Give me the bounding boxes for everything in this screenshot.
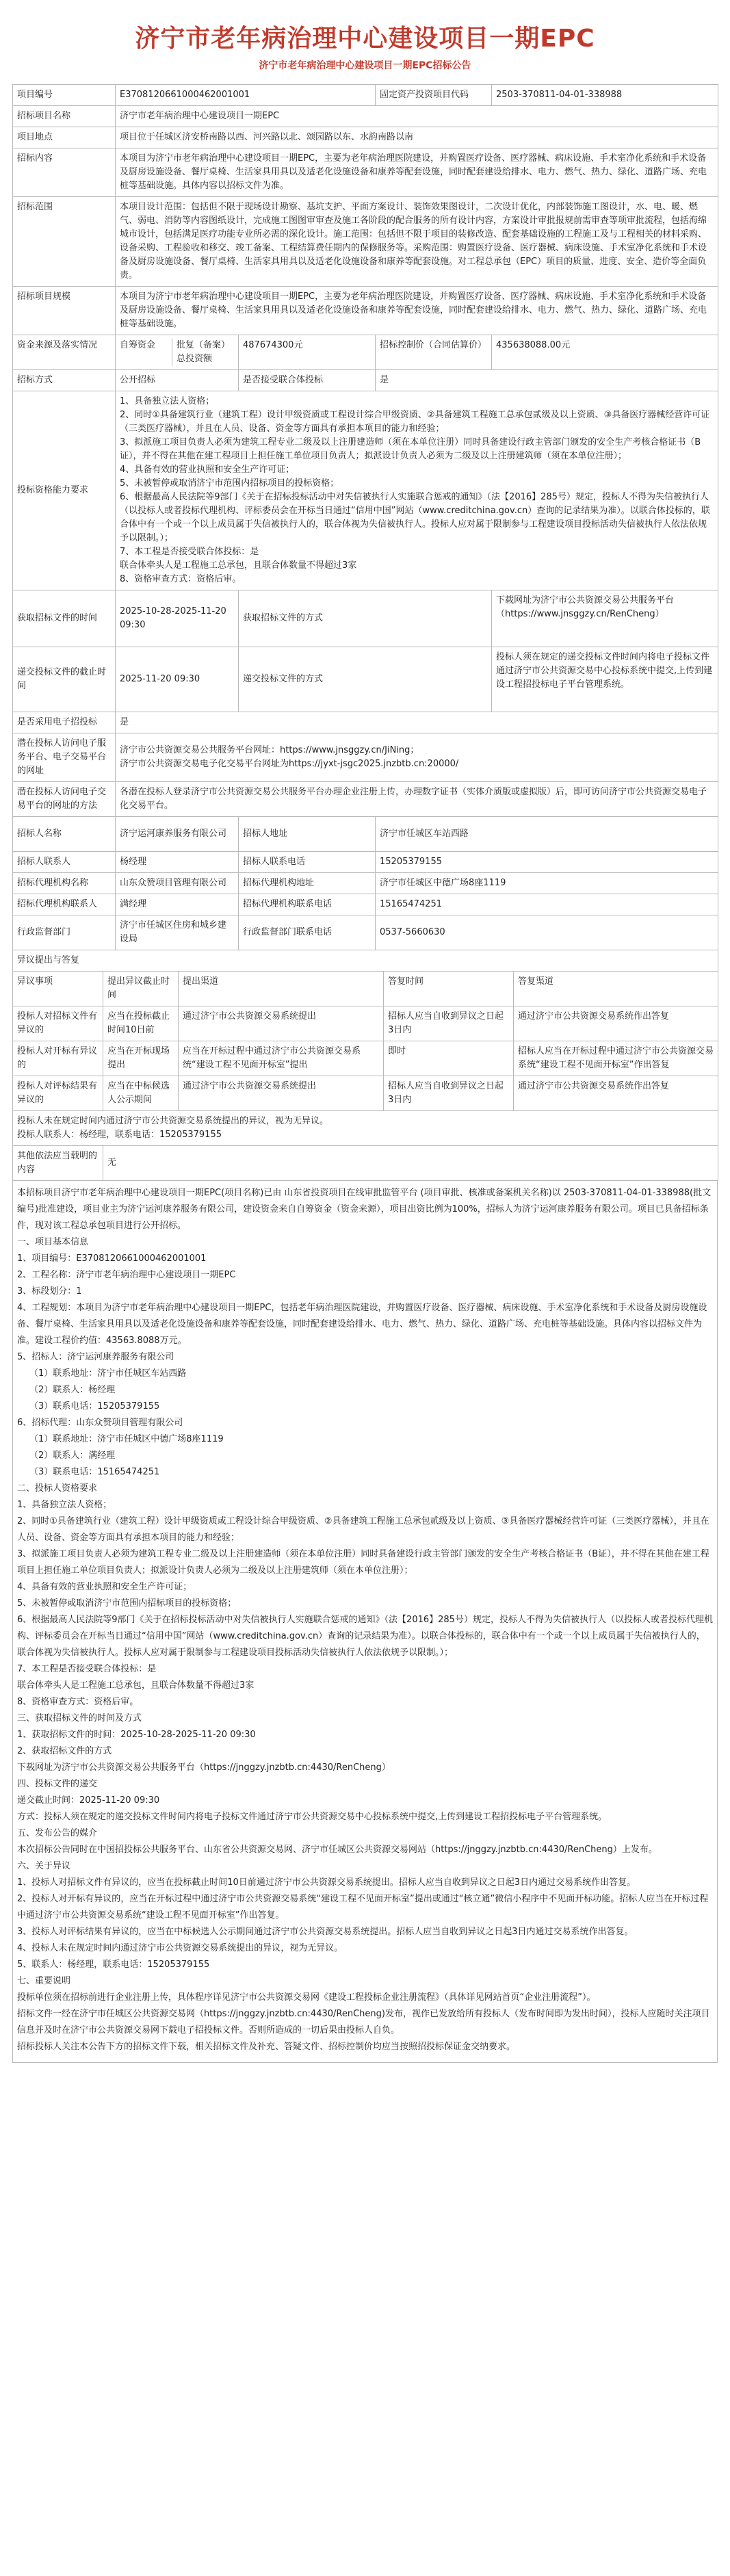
body-paragraph: 5、招标人：济宁运河康养服务有限公司 (17, 1352, 174, 1362)
table-cell: 投标人对招标文件有异议的 (13, 1006, 103, 1041)
agent-contact-value: 满经理 (116, 894, 239, 915)
table-cell: 应当在开标现场提出 (103, 1041, 179, 1076)
fixed-code-label: 固定资产投资项目代码 (376, 85, 492, 106)
agent-value: 山东众赞项目管理有限公司 (116, 873, 239, 894)
objection-note: 投标人未在规定时间内通过济宁市公共资源交易系统提出的异议，视为无异议。 投标人联系人：杨经理，联系电话：15205379155 (13, 1111, 718, 1146)
section-heading: 四、投标文件的递交 (17, 1779, 98, 1789)
approved-label: 批复（备案）总投资额 (172, 339, 234, 366)
qualification-label: 投标资格能力要求 (13, 391, 116, 590)
flow-label: 潜在投标人访问电子交易平台的网址的方法 (13, 782, 116, 817)
tenderee-address-value: 济宁市任城区车站西路 (376, 817, 718, 852)
body-paragraph: 2、获取招标文件的方式 (17, 1746, 112, 1756)
section-heading: 三、获取招标文件的时间及方式 (17, 1713, 142, 1723)
announcement-body (12, 1181, 718, 2063)
table-row (13, 197, 718, 287)
body-paragraph: 招标投标人关注本公告下方的招标文件下载，相关招标文件及补充、答疑文件、招标控制价均应当按照招投标保证金交纳要求。 (17, 2042, 516, 2052)
objection-section-title: 异议提出与答复 (13, 950, 718, 972)
other-label: 其他依法应当载明的内容 (13, 1146, 103, 1181)
page-title: 济宁市老年病治理中心建设项目一期EPC (135, 25, 595, 53)
flow-value: 各潜在投标人登录济宁市公共资源交易公共服务平台办理企业注册上传，办理数字证书（实体介质版或虚拟版）后，即可访问济宁市公共资源交易电子化交易平台。 (116, 782, 718, 817)
contract-est-label: 招标控制价（合同估算价） (376, 335, 492, 370)
table-row (13, 590, 718, 647)
table-row (13, 915, 718, 950)
table-row (13, 85, 718, 106)
table-cell: 应当在投标截止时间10日前 (103, 1006, 179, 1041)
table-row (13, 782, 718, 817)
table-cell: 通过济宁市公共资源交易系统作出答复 (514, 1076, 718, 1111)
table-row (13, 148, 718, 197)
table-row (13, 1076, 718, 1111)
scale-label: 招标项目规模 (13, 287, 116, 335)
deadline-label: 递交投标文件的截止时间 (13, 647, 116, 712)
table-row (13, 370, 718, 391)
body-paragraph: 7、本工程是否接受联合体投标：是 (17, 1664, 157, 1674)
body-paragraph: 3、拟派施工项目负责人必须为建筑工程专业二级及以上注册建造师（须在本单位注册）同时具备建设行政主管部门颁发的安全生产考核合格证书（B证），并不得在其他在建工程项目上担任施工单位项目负责人；拟派设计负责人必须为二级及以上注册建筑师（须在本单位注册）； (17, 1549, 709, 1576)
table-cell: 应当在开标过程中通过济宁市公共资源交易系统“建设工程不见面开标室”提出 (179, 1041, 384, 1076)
table-row (13, 335, 718, 370)
table-row (13, 106, 718, 127)
table-row (13, 647, 718, 712)
dept-phone-label: 行政监督部门联系电话 (239, 915, 376, 950)
table-cell: 投标人对评标结果有异议的 (13, 1076, 103, 1111)
other-value: 无 (103, 1146, 718, 1181)
e-bid-label: 是否采用电子招投标 (13, 712, 116, 733)
table-row (13, 1146, 718, 1181)
body-paragraph: 1、项目编号：E3708120661000462001001 (17, 1253, 207, 1264)
dept-phone-value: 0537-5660630 (376, 915, 718, 950)
agent-contact-label: 招标代理机构联系人 (13, 894, 116, 915)
fund-source: 自筹资金 (120, 340, 156, 350)
table-row (13, 127, 718, 148)
objection-table (12, 950, 718, 1181)
body-paragraph: 1、投标人对招标文件有异议的，应当在投标截止时间10日前通过济宁市公共资源交易系统提出。招标人应当自收到异议之日起3日内通过交易系统作出答复。 (17, 1877, 636, 1888)
fund-source-value (116, 335, 239, 370)
column-header: 答复渠道 (514, 972, 718, 1006)
agent-label: 招标代理机构名称 (13, 873, 116, 894)
body-paragraph: 3、标段划分：1 (17, 1286, 82, 1297)
dept-value: 济宁市任城区住房和城乡建设局 (116, 915, 239, 950)
body-paragraph: 联合体牵头人是工程施工总承包，且联合体数量不得超过3家 (17, 1680, 255, 1691)
qualification-value: 1、具备独立法人资格； 2、同时①具备建筑行业（建筑工程）设计甲级资质或工程设计综合甲级资质、②具备建筑工程施工总承包贰级及以上资质、③具备医疗器械经营许可证（三类医疗器械），并且在人员、设备、资金等方面具有承担本项目的能力和经验； 3、拟派施工项目负责人必须为建筑工程专业二级及以上注册建造师（须在本单位注册）同时具备建设行政主管部门颁发的安全生产考核合格证书（B证），并不得在其他在建工程项目上担任施工单位项目负责人；拟派设计负责人必须为二级及以上注册建筑师（须在本单位注册）； 4、具备有效的营业执照和安全生产许可证； 5、未被暂停或取消济宁市范围内招标项目的投标资格； 6、根据最高人民法院等9部门《关于在招标投标活动中对失信被执行人实施联合惩戒的通知》（法【2016】285号）规定，投标人不得为失信被执行人（以投标人或者投标代理机构、评标委员会在开标当日通过“信用中国”网站（www.creditchina.gov.cn）查询的记录结果为准）。以联合体投标的，联合体中有一个或一个以上成员属于失信被执行人的，联合体视为失信被执行人。投标人应对属于限制参与工程建设项目投标活动失信被执行人依法依规予以限制。）； 7、本工程是否接受联合体投标：是 联合体牵头人是工程施工总承包，且联合体数量不得超过3家 8、资格审查方式：资格后审。 (116, 391, 718, 590)
section-heading: 七、重要说明 (17, 1976, 71, 1986)
table-cell: 招标人应当自收到异议之日起3日内 (384, 1076, 514, 1111)
get-time-label: 获取招标文件的时间 (13, 590, 116, 647)
tenderee-phone-label: 招标人联系电话 (239, 852, 376, 873)
table-row (13, 817, 718, 852)
column-header: 提出渠道 (179, 972, 384, 1006)
body-paragraph: 2、同时①具备建筑行业（建筑工程）设计甲级资质或工程设计综合甲级资质、②具备建筑工程施工总承包贰级及以上资质、③具备医疗器械经营许可证（三类医疗器械），并且在人员、设备、资金等方面具有承担本项目的能力和经验； (17, 1516, 709, 1543)
body-paragraph: 5、未被暂停或取消济宁市范围内招标项目的投标资格； (17, 1598, 237, 1609)
body-paragraph: 招标文件一经在济宁市任城区公共资源交易网（https://jnggzy.jnzbtb.cn:4430/RenCheng)发布，视作已发放给所有投标人（发布时间即为发出时间），投标人应随时关注项目信息并及时在济宁市公共资源交易网下载电子招投标文件。否则所造成的一切后果由投标人自负。 (17, 2009, 710, 2035)
get-method-value: 下载网址为济宁市公共资源交易公共服务平台（https://www.jnsggzy.cn/RenCheng） (492, 590, 718, 647)
tenderee-label: 招标人名称 (13, 817, 116, 852)
table-row (13, 733, 718, 782)
body-paragraph: 本次招标公告同时在中国招投标公共服务平台、山东省公共资源交易网、济宁市任城区公共资源交易网站（https://jnggzy.jnzbtb.cn:4430/RenCheng）上发布。 (17, 1845, 657, 1855)
body-paragraph: 4、投标人未在规定时间内通过济宁市公共资源交易系统提出的异议，视为无异议。 (17, 1943, 343, 1953)
project-code-value: E3708120661000462001001 (116, 85, 376, 106)
body-paragraph: 3、投标人对评标结果有异议的，应当在中标候选人公示期间通过济宁市公共资源交易系统提出。招标人应当自收到异议之日起3日内通过交易系统作出答复。 (17, 1927, 634, 1937)
agent-phone-value: 15165474251 (376, 894, 718, 915)
project-info-table (12, 84, 718, 950)
body-paragraph: 本招标项目济宁市老年病治理中心建设项目一期EPC(项目名称)已由 山东省投资项目在线审批监管平台 (项目审批、核准或备案机关名称)以 2503-370811-04-01-338988(批文编号)批准建设，项目业主为济宁运河康养服务有限公司，建设资金来自自筹资金（资金来源），项目出资比例为100%，招标人为济宁运河康养服务有限公司。项目已具备招标条件，现对该工程总承包项目进行公开招标。 (17, 1188, 712, 1231)
tenderee-contact-label: 招标人联系人 (13, 852, 116, 873)
body-paragraph: 6、根据最高人民法院等9部门《关于在招标投标活动中对失信被执行人实施联合惩戒的通知》（法【2016】285号）规定，投标人不得为失信被执行人（以投标人或者投标代理机构、评标委员会在开标当日通过“信用中国”网站（www.creditchina.gov.cn）查询的记录结果为准）。以联合体投标的，联合体中有一个或一个以上成员属于失信被执行人的，联合体视为失信被执行人。投标人应对属于限制参与工程建设项目投标活动失信被执行人依法依规予以限制。）； (17, 1615, 713, 1658)
joint-label: 是否接受联合体投标 (239, 370, 376, 391)
method-value: 公开招标 (116, 370, 239, 391)
scope-label: 招标范围 (13, 197, 116, 287)
platform-value: 济宁市公共资源交易公共服务平台网址：https://www.jnsggzy.cn/JiNing； 济宁市公共资源交易电子化交易平台网址为https://jyxt-jsgc2025.jnzbtb.cn:20000/ (116, 733, 718, 782)
table-cell: 通过济宁市公共资源交易系统提出 (179, 1076, 384, 1111)
body-paragraph: 方式：投标人须在规定的递交投标文件时间内将电子投标文件通过济宁市公共资源交易中心投标系统中提交,上传到建设工程招投标电子平台管理系统。 (17, 1812, 608, 1822)
table-cell: 即时 (384, 1041, 514, 1076)
body-paragraph: 5、联系人：杨经理，联系电话：15205379155 (17, 1960, 210, 1970)
content-label: 招标内容 (13, 148, 116, 197)
table-row (13, 712, 718, 733)
column-header: 异议事项 (13, 972, 103, 1006)
agent-address-label: 招标代理机构地址 (239, 873, 376, 894)
table-row (13, 1111, 718, 1146)
get-time-value: 2025-10-28-2025-11-20 09:30 (116, 590, 239, 647)
section-heading: 五、发布公告的媒介 (17, 1828, 98, 1838)
body-paragraph: 下载网址为济宁市公共资源交易公共服务平台（https://jnggzy.jnzbtb.cn:4430/RenCheng） (17, 1762, 391, 1773)
body-paragraph: 2、工程名称：济宁市老年病治理中心建设项目一期EPC (17, 1270, 236, 1280)
table-cell: 招标人应当自收到异议之日起3日内 (384, 1006, 514, 1041)
body-paragraph: （3）联系电话：15165474251 (29, 1467, 160, 1477)
joint-value: 是 (376, 370, 718, 391)
content-value: 本项目为济宁市老年病治理中心建设项目一期EPC，主要为老年病治理医院建设，并购置医疗设备、医疗器械、病床设施、手术室净化系统和手术设备及厨房设施设备、餐厅桌椅、生活家具用具以及适老化设施设备和康养等配套设施，同时配套建设给排水、电力、燃气、热力、绿化、道路广场、充电桩等基础设施。具体内容以招标文件为准。 (116, 148, 718, 197)
body-paragraph: 8、资格审查方式：资格后审。 (17, 1697, 139, 1707)
e-bid-value: 是 (116, 712, 718, 733)
body-paragraph: （1）联系地址：济宁市任城区中德广场8座1119 (29, 1434, 224, 1444)
body-paragraph: 1、获取招标文件的时间：2025-10-28-2025-11-20 09:30 (17, 1730, 256, 1740)
section-heading: 六、关于异议 (17, 1861, 71, 1871)
method-label: 招标方式 (13, 370, 116, 391)
table-row (13, 1041, 718, 1076)
column-header: 答复时间 (384, 972, 514, 1006)
body-paragraph: 6、招标代理：山东众赞项目管理有限公司 (17, 1418, 183, 1428)
platform-label: 潜在投标人访问电子服务平台、电子交易平台的网址 (13, 733, 116, 782)
body-paragraph: （3）联系电话：15205379155 (29, 1401, 160, 1411)
body-paragraph: （2）联系人：杨经理 (29, 1385, 116, 1395)
fixed-code-value: 2503-370811-04-01-338988 (492, 85, 718, 106)
scale-value: 本项目为济宁市老年病治理中心建设项目一期EPC，主要为老年病治理医院建设，并购置医疗设备、医疗器械、病床设施、手术室净化系统和手术设备及厨房设施设备、餐厅桌椅、生活家具用具以及适老化设施设备和康养等配套设施，同时配套建设给排水、电力、燃气、热力、绿化、道路广场、充电桩等基础设施。 (116, 287, 718, 335)
body-paragraph: 2、投标人对开标有异议的，应当在开标过程中通过济宁市公共资源交易系统“建设工程不见面开标室”提出或通过“核立通”微信小程序中不见面开标功能。招标人应当在开标过程中通过济宁市公共资源交易系统“建设工程不见面开标室”作出答复。 (17, 1894, 709, 1921)
table-cell: 投标人对开标有异议的 (13, 1041, 103, 1076)
table-cell: 通过济宁市公共资源交易系统作出答复 (514, 1006, 718, 1041)
body-paragraph: （2）联系人：满经理 (29, 1450, 116, 1461)
body-paragraph: 投标单位须在招标前进行企业注册上传，具体程序详见济宁市公共资源交易网《建设工程投标企业注册流程》（具体详见网站首页“企业注册流程”）。 (17, 1992, 596, 2003)
get-method-label: 获取招标文件的方式 (239, 590, 492, 647)
submit-method-label: 递交投标文件的方式 (239, 647, 492, 712)
table-row (13, 950, 718, 972)
body-paragraph: 1、具备独立法人资格； (17, 1500, 112, 1510)
table-cell: 招标人应当在开标过程中通过济宁市公共资源交易系统“建设工程不见面开标室”作出答复 (514, 1041, 718, 1076)
agent-address-value: 济宁市任城区中德广场8座1119 (376, 873, 718, 894)
deadline-value: 2025-11-20 09:30 (116, 647, 239, 712)
agent-phone-label: 招标代理机构联系电话 (239, 894, 376, 915)
tenderee-contact-value: 杨经理 (116, 852, 239, 873)
section-heading: 一、项目基本信息 (17, 1237, 89, 1247)
tenderee-address-label: 招标人地址 (239, 817, 376, 852)
project-code-label: 项目编号 (13, 85, 116, 106)
table-row (13, 391, 718, 590)
dept-label: 行政监督部门 (13, 915, 116, 950)
page-subtitle: 济宁市老年病治理中心建设项目一期EPC招标公告 (259, 60, 471, 71)
body-paragraph: 4、工程规划：本项目为济宁市老年病治理中心建设项目一期EPC，包括老年病治理医院建设，并购置医疗设备、医疗器械、病床设施、手术室净化系统和手术设备及厨房设施设备、餐厅桌椅、生活家具用具以及适老化设施设备和康养等配套设施，同时配套建设给排水、电力、燃气、热力、绿化、道路广场、充电桩等基础设施。具体内容以招标文件为准。建设工程价约值：43563.8088万元。 (17, 1303, 707, 1346)
body-paragraph: 递交截止时间：2025-11-20 09:30 (17, 1795, 160, 1806)
table-row (13, 873, 718, 894)
table-row (13, 894, 718, 915)
objection-header-row (13, 972, 718, 1006)
scope-value: 本项目设计范围：包括但不限于现场设计勘察、基坑支护、平面方案设计、装饰效果图设计，二次设计优化，内部装饰施工图设计，水、电、暖、燃气、弱电、消防等内容图纸设计，完成施工图图审审查及施工各阶段的配合服务的所有设计内容，方案设计审批报规前需审查等项审批流程，包括海绵城市设计，包括满足医疗功能专业所必需的深化设计。施工范围：包括但不限于项目的装修改造、配套基础设施的工程施工及与工程相关的材料采购、设备采购、工程验收和移交、竣工备案、工程结算费任期内的保修服务等。采购范围：购置医疗设备、医疗器械、病床设施、手术室净化系统和手术设备及厨房设施设备、餐厅桌椅、生活家具用具以及适老化设施设备和康养等配套设施。对工程总承包（EPC）项目的质量、进度、安全、造价等全面负责。 (116, 197, 718, 287)
project-name-value: 济宁市老年病治理中心建设项目一期EPC (116, 106, 718, 127)
approved-amount: 487674300元 (239, 335, 376, 370)
project-name-label: 招标项目名称 (13, 106, 116, 127)
table-row (13, 287, 718, 335)
table-row (13, 1006, 718, 1041)
body-paragraph: 4、具备有效的营业执照和安全生产许可证； (17, 1582, 192, 1592)
body-paragraph: （1）联系地址：济宁市任城区车站西路 (29, 1368, 187, 1379)
location-value: 项目位于任城区济安桥南路以西、河兴路以北、颂园路以东、水韵南路以南 (116, 127, 718, 148)
table-cell: 应当在中标候选人公示期间 (103, 1076, 179, 1111)
contract-est-value: 435638088.00元 (492, 335, 718, 370)
section-heading: 二、投标人资格要求 (17, 1483, 98, 1494)
tenderee-value: 济宁运河康养服务有限公司 (116, 817, 239, 852)
location-label: 项目地点 (13, 127, 116, 148)
tenderee-phone-value: 15205379155 (376, 852, 718, 873)
submit-method-value: 投标人须在规定的递交投标文件时间内将电子投标文件通过济宁市公共资源交易中心投标系统中提交,上传到建设工程招投标电子平台管理系统。 (492, 647, 718, 712)
table-row (13, 852, 718, 873)
column-header: 提出异议截止时间 (103, 972, 179, 1006)
table-cell: 通过济宁市公共资源交易系统提出 (179, 1006, 384, 1041)
fund-label: 资金来源及落实情况 (13, 335, 116, 370)
